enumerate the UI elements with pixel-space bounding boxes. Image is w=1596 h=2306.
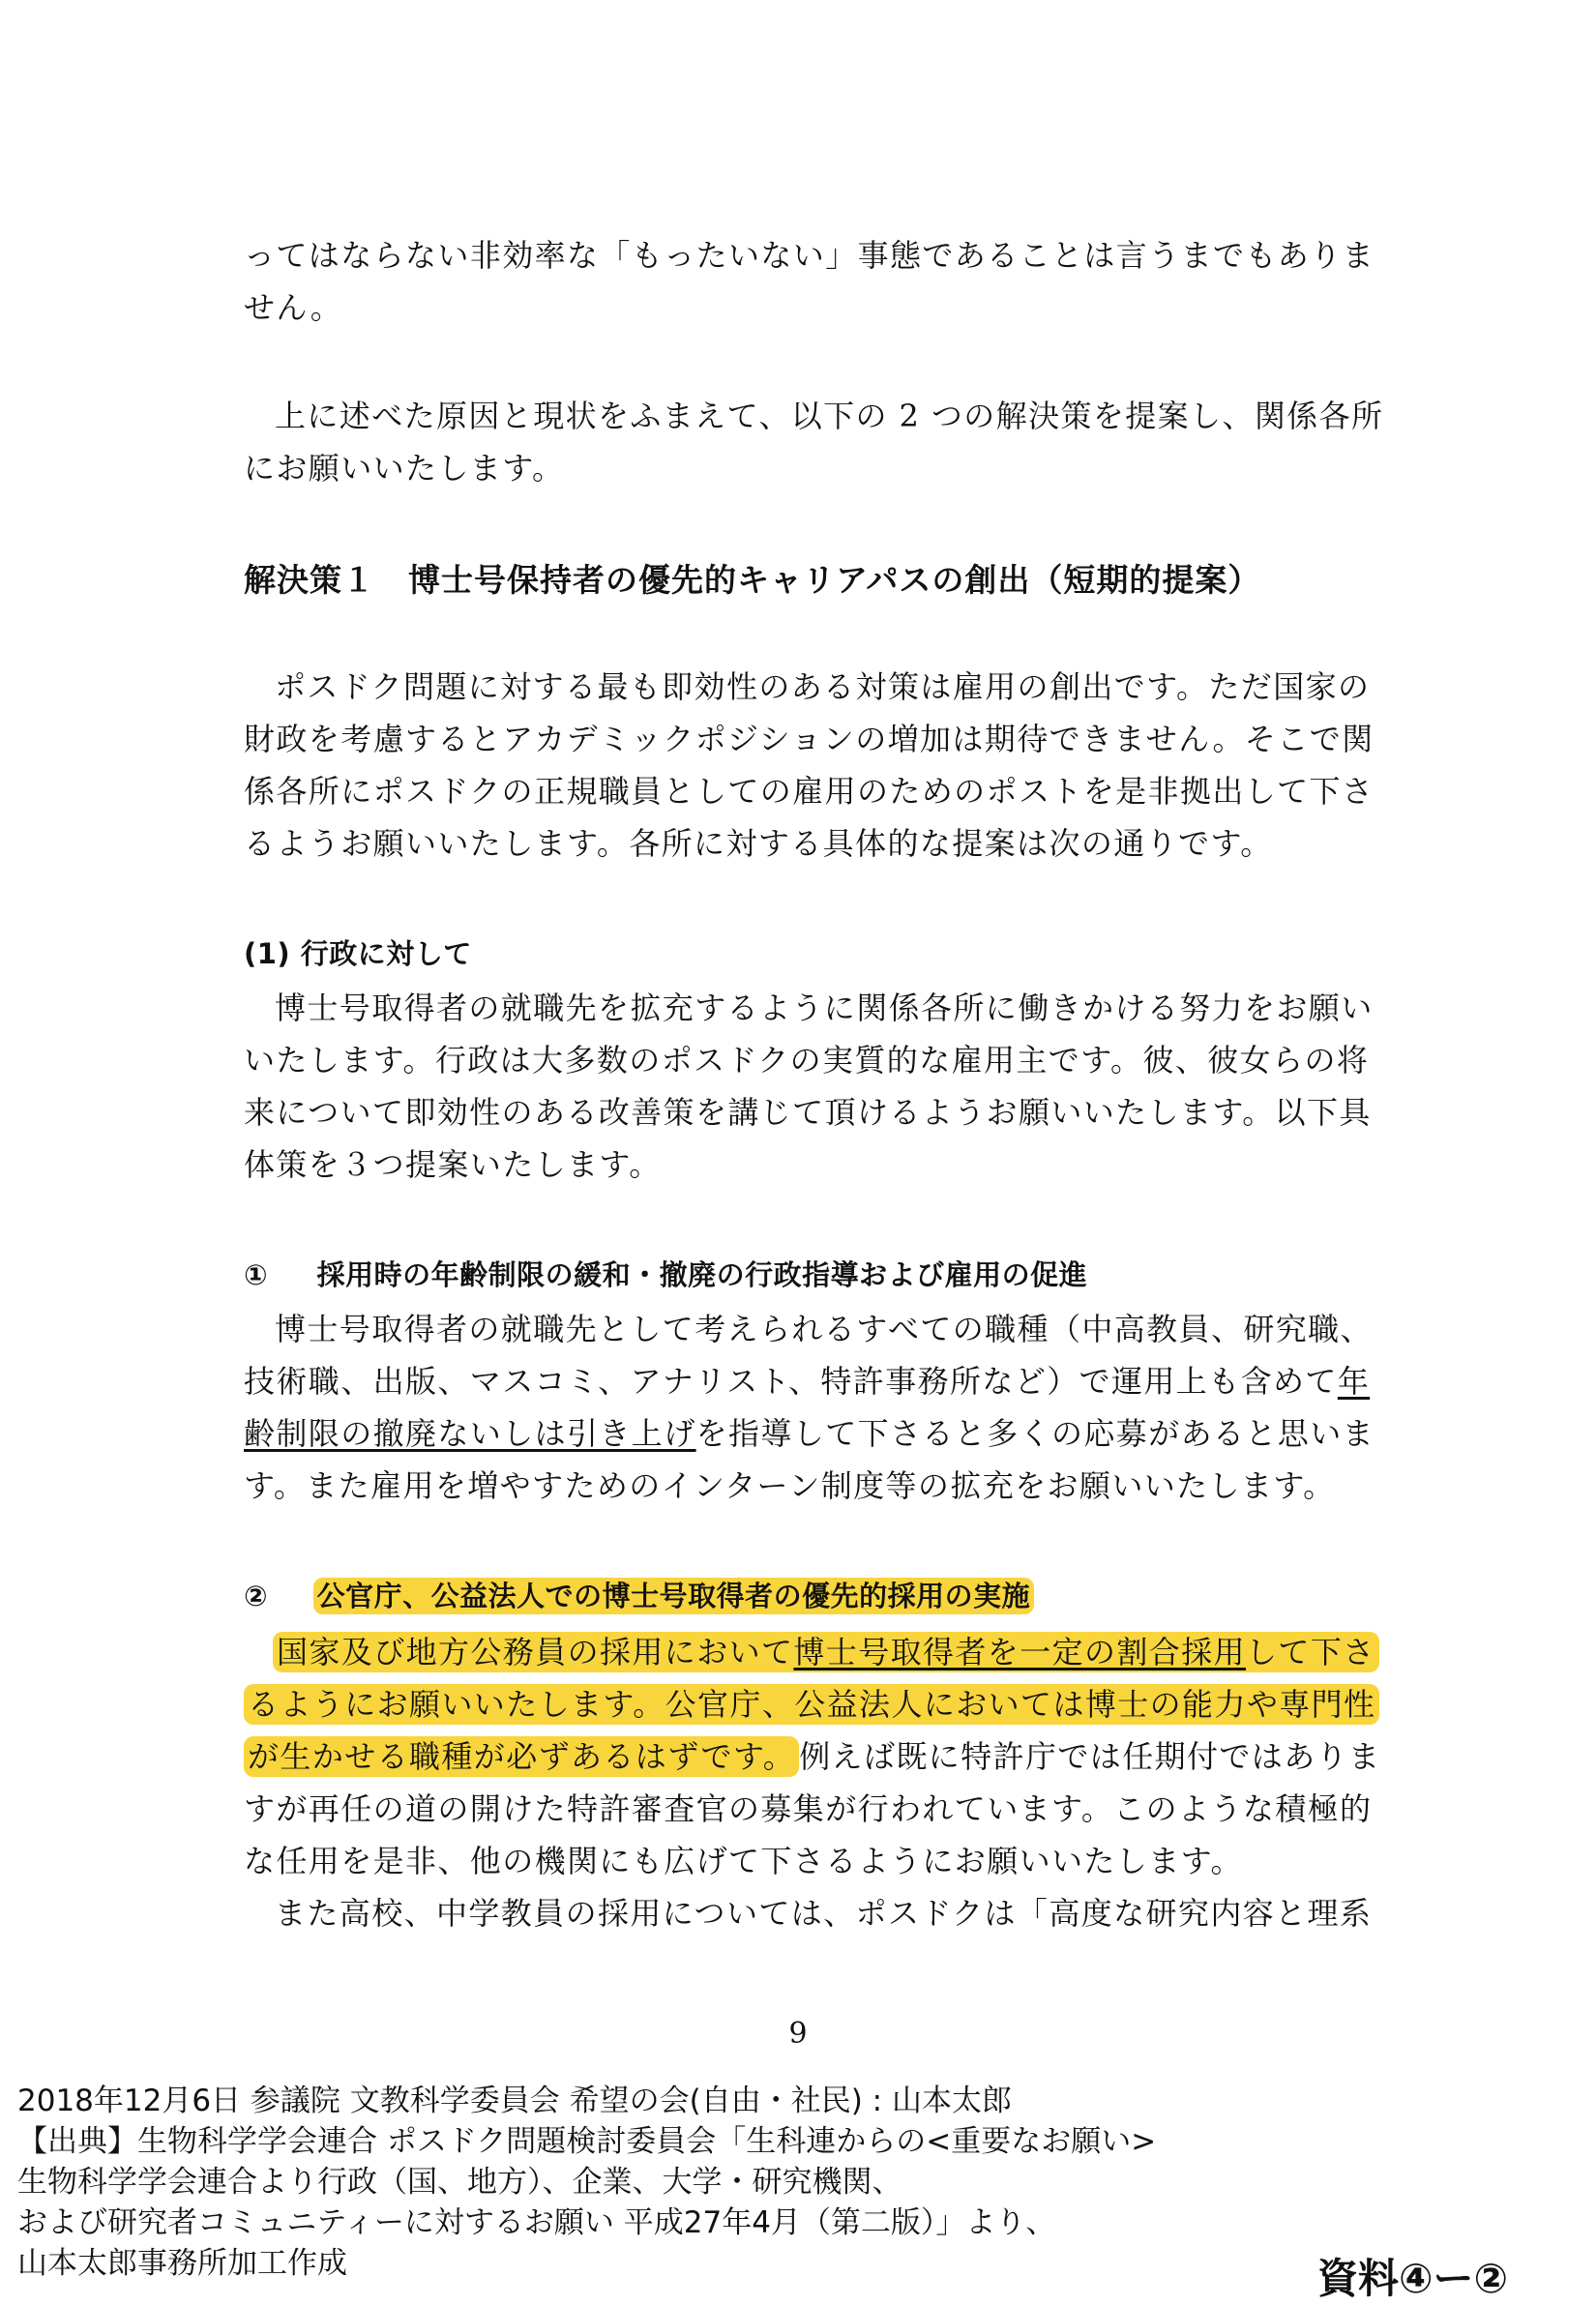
item-number: ① — [244, 1258, 269, 1291]
highlighted-segment: して下さ — [1246, 1634, 1375, 1670]
body-line: また高校、中学教員の採用については、ポスドクは「高度な研究内容と理系 — [275, 1895, 1373, 1932]
body-line: るようお願いいたします。各所に対する具体的な提案は次の通りです。 — [244, 825, 1273, 862]
body-line: せん。 — [244, 289, 343, 326]
footer-line: および研究者コミュニティーに対するお願い 平成27年4月（第二版）」より、 — [17, 2205, 1056, 2240]
highlighted-text — [273, 1632, 1379, 1672]
body-text: を指導して下さると多くの応募があると思いま — [695, 1415, 1375, 1452]
body-line: 博士号取得者の就職先として考えられるすべての職種（中高教員、研究職、 — [275, 1311, 1373, 1347]
body-line: 来について即効性のある改善策を講じて頂けるようお願いいたします。以下具 — [244, 1094, 1372, 1131]
solution-heading: 解決策１ 博士号保持者の優先的キャリアパスの創出（短期的提案） — [244, 561, 1261, 599]
underlined-text: 博士号取得者を一定の割合採用 — [793, 1634, 1247, 1670]
body-line — [244, 1362, 1370, 1401]
body-line — [244, 1737, 1380, 1776]
body-text: 例えば既に特許庁では任期付ではありま — [799, 1738, 1381, 1775]
body-line: 上に述べた原因と現状をふまえて、以下の 2 つの解決策を提案し、関係各所 — [275, 398, 1384, 434]
footer-line: 【出典】生物科学学会連合 ポスドク問題検討委員会「生科連からの<重要なお願い> — [17, 2124, 1157, 2159]
body-line: す。また雇用を増やすためのインターン制度等の拡充をお願いいたします。 — [244, 1467, 1336, 1504]
body-line: いたします。行政は大多数のポスドクの実質的な雇用主です。彼、彼女らの将 — [244, 1042, 1370, 1079]
body-line — [244, 1685, 1379, 1724]
body-line — [273, 1633, 1379, 1671]
body-line: 係各所にポスドクの正規職員としての雇用のためのポストを是非拠出して下さ — [244, 773, 1374, 810]
body-line — [244, 1414, 1374, 1453]
body-line: ポスドク問題に対する最も即効性のある対策は雇用の創出です。ただ国家の — [275, 668, 1371, 705]
footer-line: 2018年12月6日 参議院 文教科学委員会 希望の会(自由・社民) : 山本太郎 — [17, 2084, 1012, 2118]
underlined-text: 年 — [1337, 1363, 1371, 1400]
highlighted-item-title: 公官庁、公益法人での博士号取得者の優先的採用の実施 — [313, 1578, 1035, 1614]
body-line: な任用を是非、他の機関にも広げて下さるようにお願いいたします。 — [244, 1843, 1243, 1879]
underlined-text: 齢制限の撤廃ないしは引き上げ — [244, 1415, 696, 1452]
highlighted-text: るようにお願いいたします。公官庁、公益法人においては博士の能力や専門性 — [244, 1684, 1379, 1725]
body-line: 財政を考慮するとアカデミックポジションの増加は期待できません。そこで関 — [244, 721, 1374, 757]
body-text: 技術職、出版、マスコミ、アナリスト、特許事務所など）で運用上も含めて — [244, 1363, 1338, 1400]
item-number: ② — [244, 1580, 269, 1612]
document-label: 資料④ー② — [1317, 2255, 1509, 2302]
section-heading: (1) 行政に対して — [244, 937, 472, 970]
body-line: 博士号取得者の就職先を拡充するように関係各所に働きかける努力をお願い — [275, 990, 1374, 1026]
item-heading — [244, 1577, 1034, 1615]
item-title: 採用時の年齢制限の緩和・撤廃の行政指導および雇用の促進 — [316, 1258, 1088, 1291]
highlighted-text: が生かせる職種が必ずあるはずです。 — [244, 1736, 799, 1777]
item-heading — [244, 1256, 1087, 1294]
body-line: ってはならない非効率な「もったいない」事態であることは言うまでもありま — [244, 237, 1375, 274]
body-line: 体策を３つ提案いたします。 — [244, 1146, 662, 1183]
body-line: にお願いいたします。 — [244, 450, 565, 487]
footer-line: 生物科学学会連合より行政（国、地方）、企業、大学・研究機関、 — [17, 2165, 902, 2200]
page-number: 9 — [788, 2017, 808, 2051]
body-line: すが再任の道の開けた特許審査官の募集が行われています。このような積極的 — [244, 1790, 1373, 1827]
footer-line: 山本太郎事務所加工作成 — [17, 2246, 347, 2281]
highlighted-segment: 国家及び地方公務員の採用において — [277, 1634, 794, 1670]
